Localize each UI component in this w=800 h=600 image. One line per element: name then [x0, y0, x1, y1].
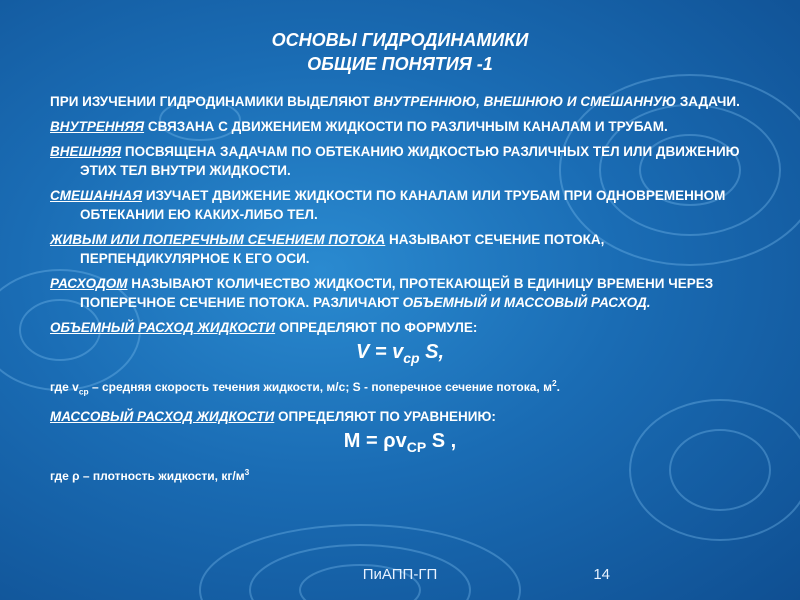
term-external: ВНЕШНЯЯ [50, 144, 122, 159]
slide-title [0, 28, 800, 76]
volume-flow-text: ОПРЕДЕЛЯЮТ ПО ФОРМУЛЕ: [275, 320, 478, 335]
flow-rate-text: НАЗЫВАЮТ КОЛИЧЕСТВО ЖИДКОСТИ, ПРОТЕКАЮЩЕЙ В ЕДИНИЦУ ВРЕМЕНИ ЧЕРЕЗ ПОПЕРЕЧНОЕ СЕЧЕНИЕ ПОТОКА. РАЗЛИЧАЮТ [80, 276, 714, 310]
note1-sup: 2 [551, 378, 557, 388]
footer-label: ПиАПП-ГП [362, 566, 438, 583]
formula2-tail: S , [426, 430, 457, 453]
intro-text: ПРИ ИЗУЧЕНИИ ГИДРОДИНАМИКИ ВЫДЕЛЯЮТ [50, 94, 374, 109]
paragraph-mixed [50, 186, 750, 224]
title-line-1: ОСНОВЫ ГИДРОДИНАМИКИ [271, 30, 529, 50]
mixed-text: ИЗУЧАЕТ ДВИЖЕНИЕ ЖИДКОСТИ ПО КАНАЛАМ ИЛИ ТРУБАМ ПРИ ОДНОВРЕМЕННОМ ОБТЕКАНИИ ЕЮ КАКИХ-ЛИБО ТЕЛ. [80, 188, 726, 222]
page-number: 14 [593, 566, 610, 583]
paragraph-intro [50, 92, 750, 111]
title-line-2: ОБЩИЕ ПОНЯТИЯ -1 [307, 54, 493, 74]
internal-text: СВЯЗАНА С ДВИЖЕНИЕМ ЖИДКОСТИ ПО РАЗЛИЧНЫМ КАНАЛАМ И ТРУБАМ. [144, 119, 668, 134]
term-volume-flow: ОБЪЕМНЫЙ РАСХОД ЖИДКОСТИ [50, 320, 276, 335]
external-text: ПОСВЯЩЕНА ЗАДАЧАМ ПО ОБТЕКАНИЮ ЖИДКОСТЬЮ РАЗЛИЧНЫХ ТЕЛ ИЛИ ДВИЖЕНИЮ ЭТИХ ТЕЛ ВНУТРИ ЖИДКОСТИ. [80, 144, 740, 178]
cross-section-text: НАЗЫВАЮТ СЕЧЕНИЕ ПОТОКА, ПЕРПЕНДИКУЛЯРНОЕ К ЕГО ОСИ. [80, 232, 605, 266]
note1-b: – средняя скорость течения жидкости, м/с; S - поперечное сечение потока, м [88, 380, 552, 394]
paragraph-volume-flow [50, 318, 750, 337]
note-volume-flow [50, 374, 750, 401]
note1-c: . [556, 380, 560, 394]
slide-content [50, 92, 750, 492]
term-cross-section: ЖИВЫМ ИЛИ ПОПЕРЕЧНЫМ СЕЧЕНИЕМ ПОТОКА [50, 232, 386, 247]
formula1-tail: S, [419, 341, 445, 363]
note2-sup: 3 [244, 467, 250, 478]
mass-flow-text: ОПРЕДЕЛЯЮТ ПО УРАВНЕНИЮ: [274, 409, 496, 425]
formula2-main: M = ρv [343, 430, 407, 453]
formula-mass-flow [50, 432, 750, 457]
formula2-sub: СР [406, 439, 427, 456]
note2-a: где ρ – плотность жидкости, кг/м [50, 469, 245, 484]
paragraph-flow-rate [50, 274, 750, 312]
note-mass-flow [50, 463, 750, 486]
formula1-main: V = v [355, 341, 404, 363]
paragraph-internal [50, 117, 750, 136]
paragraph-mass-flow [50, 407, 750, 426]
term-mass-flow: МАССОВЫЙ РАСХОД ЖИДКОСТИ [50, 409, 275, 425]
note1-a: где v [50, 380, 79, 394]
intro-end: ЗАДАЧИ. [676, 94, 740, 109]
term-mixed: СМЕШАННАЯ [50, 188, 143, 203]
note1-sub: ср [78, 386, 89, 397]
formula1-sub: ср [403, 350, 420, 366]
term-flow-rate: РАСХОДОМ [50, 276, 128, 291]
formula-volume-flow [50, 343, 750, 368]
paragraph-cross-section [50, 230, 750, 268]
term-internal: ВНУТРЕННЯЯ [50, 119, 145, 134]
intro-tasks-italic: ВНУТРЕННЮЮ, ВНЕШНЮЮ И СМЕШАННУЮ [373, 94, 677, 109]
paragraph-external [50, 142, 750, 180]
flow-rate-types: ОБЪЕМНЫЙ И МАССОВЫЙ РАСХОД. [402, 295, 651, 310]
